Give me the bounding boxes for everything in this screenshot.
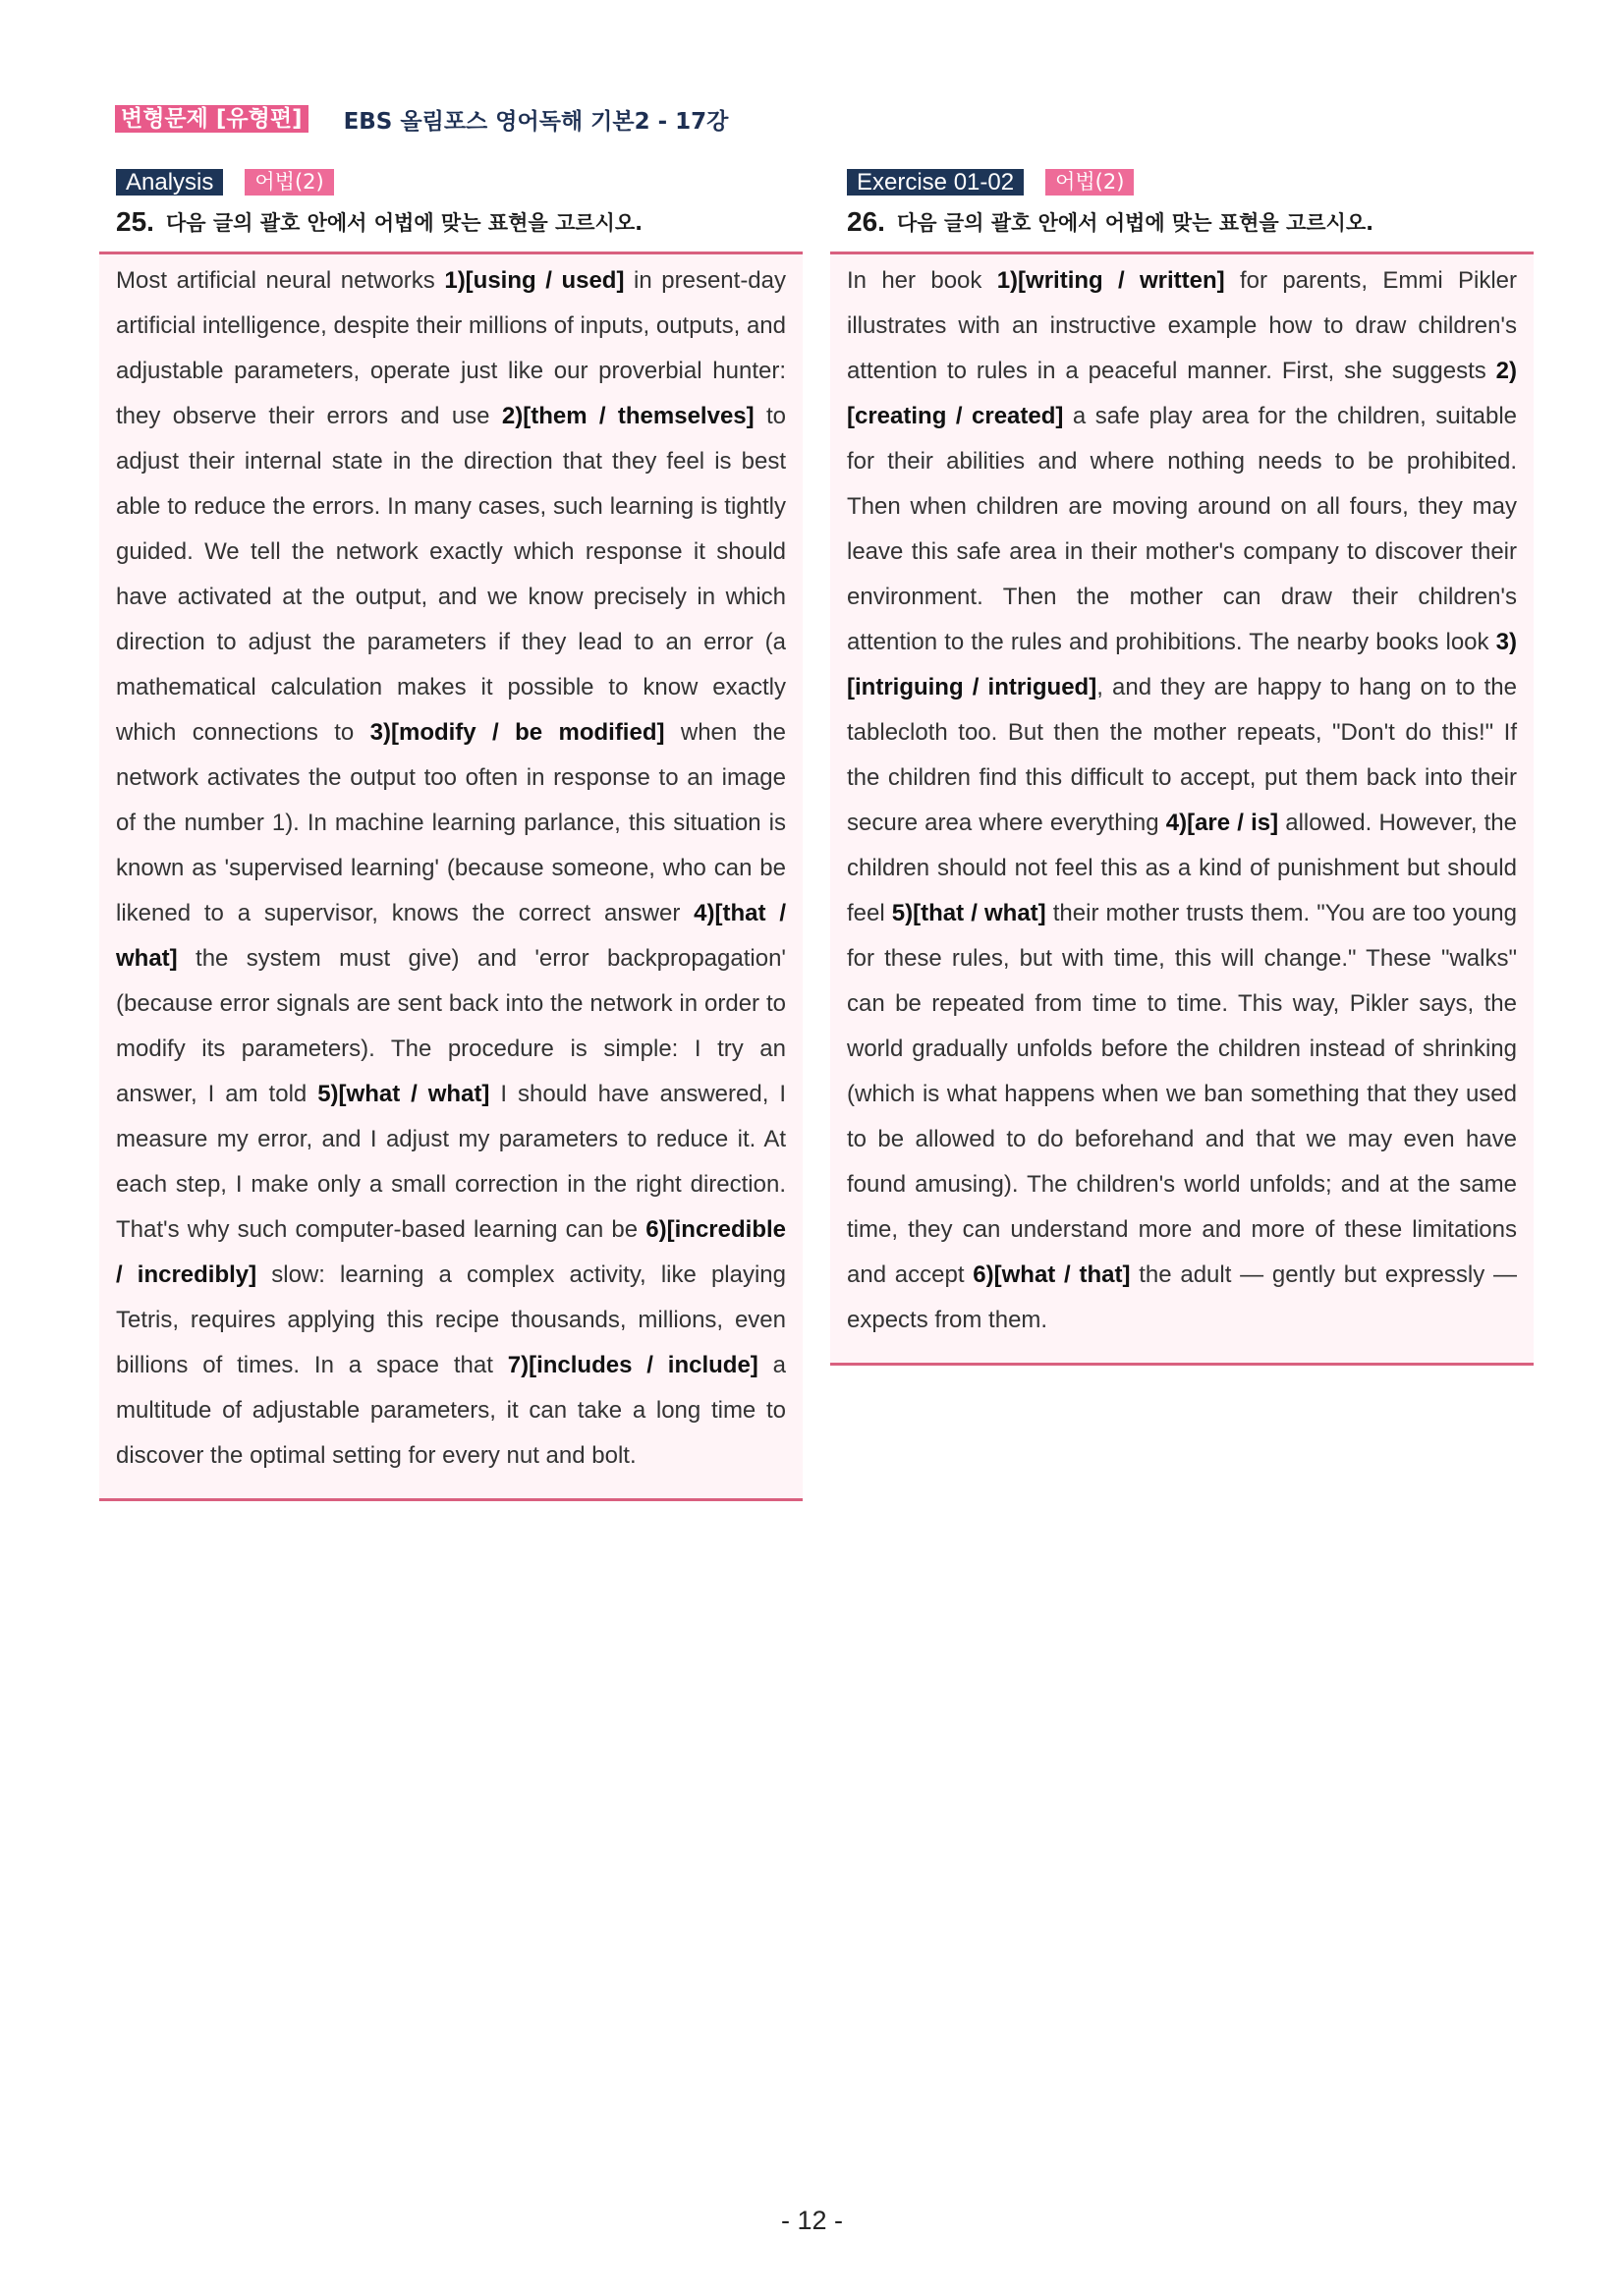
passage-text: a safe play area for the children, suitable for their abilities and where nothing needs to be prohibited. Then when children are moving around on all fours, they may leave this safe area in their mother's company to discover their environment. Then the mother can draw their children's attention to the rules and prohibitions. The nearby books look <box>847 403 1517 655</box>
blank-choice: 2)[creating / created] <box>847 358 1517 429</box>
passage-text: for parents, Emmi Pikler illustrates with an instructive example how to draw children's attention to rules in a peaceful manner. First, she suggests <box>847 267 1518 384</box>
blank-choice: 3)[modify / be modified] <box>369 719 665 746</box>
passage-text: their mother trusts them. "You are too young for these rules, but with time, this will change." These "walks" can be repeated from time to time. This way, Pikler says, the world gradually unfolds before the children instead of shrinking (which is what happens when we ban something that they used to be allowed to do beforehand and that we may even have found amusing). The children's world unfolds; and at the same time, they can understand more and more of these limitations and accept <box>847 900 1517 1288</box>
blank-choice: 1)[using / used] <box>444 267 625 294</box>
blank-choice: 5)[that / what] <box>891 900 1046 926</box>
passage-text: a multitude of adjustable parameters, it can take a long time to discover the optimal setting for every nut and bolt. <box>116 1352 787 1469</box>
blank-choice: 4)[that / what] <box>116 900 786 972</box>
left-passage <box>99 252 803 1501</box>
left-category-label: 어법(2) <box>245 169 333 196</box>
passage-text: allowed. However, the children should not feel this as a kind of punishment but should feel <box>847 810 1517 926</box>
blank-choice: 6)[what / that] <box>973 1261 1131 1288</box>
passage-text: In her book <box>847 267 997 294</box>
passage-text: to adjust their internal state in the direction that they feel is best able to reduce the errors. In many cases, such learning is tightly guided. We tell the network exactly which response it should have activated at the output, and we know precisely in which direction to adjust the parameters if they lead to an error (a mathematical calculation makes it possible to know exactly which connections to <box>116 403 786 746</box>
blank-choice: 4)[are / is] <box>1165 810 1279 836</box>
right-category-label: 어법(2) <box>1045 169 1134 196</box>
right-question-number: 26. <box>847 206 885 237</box>
left-labels <box>116 168 803 196</box>
passage-text: when the network activates the output too often in response to an image of the number 1). In machine learning parlance, this situation is known as 'supervised learning' (because someone, who can be likened to a supervisor, knows the correct answer <box>116 719 787 926</box>
header-title: EBS 올림포스 영어독해 기본2 - 17강 <box>343 108 729 135</box>
blank-choice: 7)[includes / include] <box>507 1352 758 1378</box>
right-question <box>847 205 1534 239</box>
right-question-text: 다음 글의 괄호 안에서 어법에 맞는 표현을 고르시오. <box>896 211 1374 235</box>
blank-choice: 2)[them / themselves] <box>501 403 755 429</box>
page-number: - 12 - <box>780 2206 844 2235</box>
page-header <box>115 104 728 134</box>
passage-text: the system must give) and 'error backpropagation' (because error signals are sent back into the network in order to modify its parameters). The procedure is simple: I try an answer, I am told <box>116 945 786 1107</box>
left-question-text: 다음 글의 괄호 안에서 어법에 맞는 표현을 고르시오. <box>165 211 644 235</box>
right-labels <box>847 168 1534 196</box>
passage-text: Most artificial neural networks <box>116 267 445 294</box>
blank-choice: 6)[incredible / incredibly] <box>116 1216 786 1288</box>
blank-choice: 5)[what / what] <box>317 1081 490 1107</box>
passage-text: I should have answered, I measure my error, and I adjust my parameters to reduce it. At each step, I make only a small correction in the right direction. That's why such computer-based learning can be <box>116 1081 787 1243</box>
passage-text: , and they are happy to hang on to the tablecloth too. But then the mother repeats, "Don't do this!" If the children find this difficult to accept, put them back into their secure area where everything <box>847 674 1517 836</box>
blank-choice: 3)[intriguing / intrigued] <box>847 629 1517 700</box>
left-column <box>99 168 803 1501</box>
left-question-number: 25. <box>116 206 154 237</box>
left-type-label: Analysis <box>116 169 223 196</box>
right-column <box>830 168 1534 1366</box>
passage-text: the adult — gently but expressly — expects from them. <box>847 1261 1517 1333</box>
passage-text: slow: learning a complex activity, like playing Tetris, requires applying this recipe thousands, millions, even billions of times. In a space that <box>116 1261 786 1378</box>
passage-text: in present-day artificial intelligence, despite their millions of inputs, outputs, and adjustable parameters, operate just like our proverbial hunter: they observe their errors and use <box>116 267 786 429</box>
right-passage <box>830 252 1534 1366</box>
right-type-label: Exercise 01-02 <box>847 169 1024 196</box>
left-question <box>116 205 803 239</box>
header-tag: 변형문제 [유형편] <box>115 105 308 133</box>
blank-choice: 1)[writing / written] <box>996 267 1225 294</box>
